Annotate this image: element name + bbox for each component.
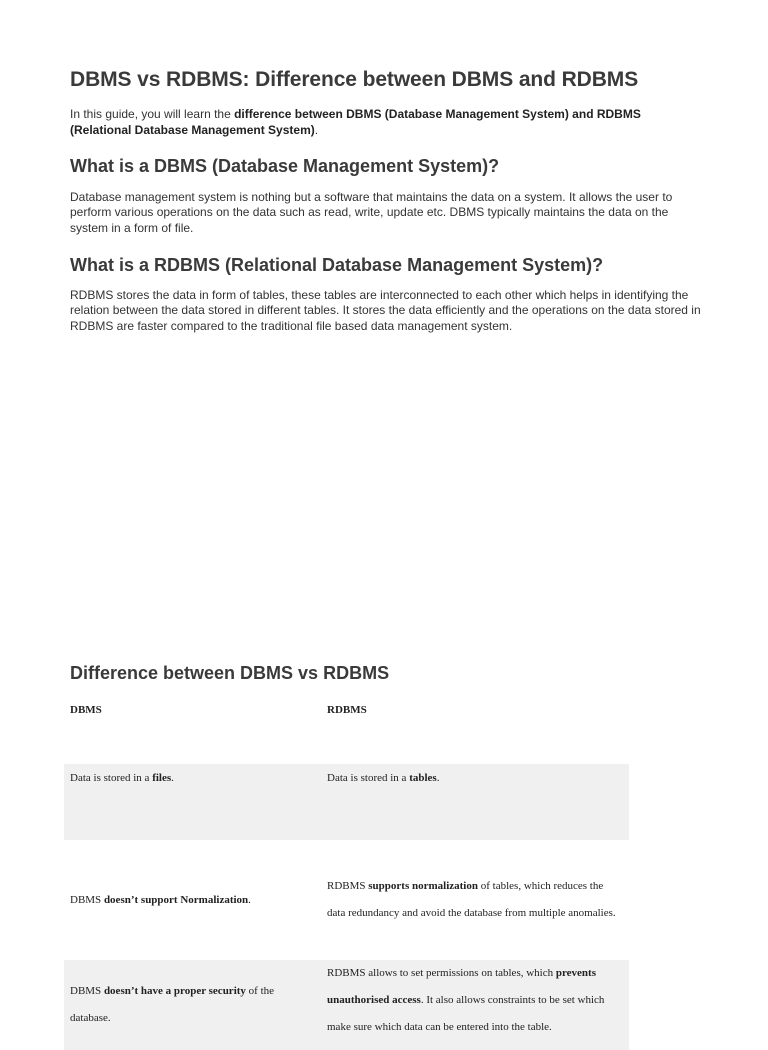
table-cell-rdbms: [321, 840, 629, 960]
table-header-dbms: DBMS: [70, 703, 102, 716]
cell-text: DBMS: [70, 893, 104, 906]
table-cell-rdbms: [321, 960, 629, 1050]
cell-text: .: [436, 772, 440, 784]
table-cell-rdbms: [321, 764, 629, 840]
intro-prefix: In this guide, you will learn the: [70, 107, 235, 121]
table-cell-dbms: [64, 960, 321, 1050]
cell-text: . It also allows constraints to be set which make sure which data can be entered into the table.: [327, 994, 605, 1033]
cell-text: Data is stored in a: [70, 772, 153, 784]
difference-heading: Difference between DBMS vs RDBMS: [70, 663, 390, 683]
cell-text: of tables, which reduces the data redundancy and avoid the database from multiple anomalies.: [327, 880, 616, 919]
intro-suffix: .: [314, 123, 319, 137]
cell-text: of the database.: [70, 985, 275, 1024]
rdbms-heading: What is a RDBMS (Relational Database Management System)?: [70, 255, 604, 275]
table-cell-dbms: [64, 840, 321, 960]
cell-text: Data is stored in a: [327, 772, 410, 784]
table-header-rdbms: RDBMS: [327, 703, 367, 716]
table-row: [64, 840, 629, 960]
cell-bold: tables: [409, 772, 437, 784]
cell-text: RDBMS: [327, 880, 369, 892]
cell-bold: supports normalization: [368, 880, 478, 892]
cell-text: .: [248, 893, 251, 906]
cell-bold: files: [152, 772, 172, 784]
rdbms-paragraph: RDBMS stores the data in form of tables, these tables are interconnected to each other which helps in identifying the relation between the data stored in different tables. It stores the data efficiently and the operations on the data stored in RDBMS are faster compared to the traditional file based data management system.: [70, 288, 701, 333]
table-row: [64, 764, 629, 840]
intro-paragraph: [70, 106, 670, 138]
cell-bold: doesn’t support Normalization: [103, 893, 249, 906]
comparison-table: [64, 692, 629, 1050]
table-row: [64, 960, 629, 1050]
table-header-row: [64, 692, 629, 727]
table-spacer-row: [64, 727, 629, 764]
cell-text: .: [171, 772, 174, 784]
cell-text: RDBMS allows to set permissions on tables, which: [327, 967, 556, 979]
page-title: DBMS vs RDBMS: Difference between DBMS and RDBMS: [70, 68, 639, 91]
intro-bold: difference between DBMS (Database Management System) and RDBMS (Relational Database Management System): [70, 107, 641, 137]
cell-bold: doesn’t have a proper security: [103, 985, 246, 997]
dbms-paragraph: Database management system is nothing but a software that maintains the data on a system. It allows the user to perform various operations on the data such as read, write, update etc. DBMS typically maintains the data on the system in a form of file.: [70, 190, 673, 235]
dbms-heading: What is a DBMS (Database Management System)?: [70, 156, 500, 176]
cell-bold: prevents unauthorised access: [327, 967, 596, 1006]
cell-text: DBMS: [70, 985, 104, 997]
table-cell-dbms: [64, 764, 321, 840]
